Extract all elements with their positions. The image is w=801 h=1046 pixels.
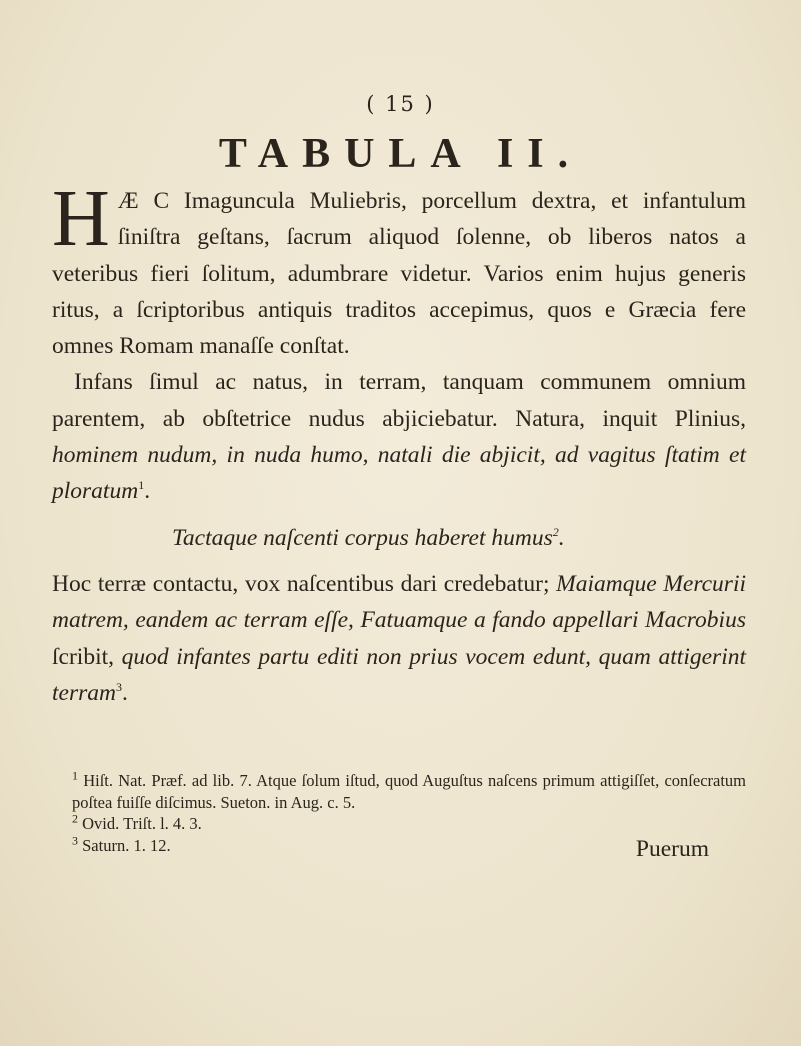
footnote-2 — [52, 813, 746, 835]
footnote-1-text: Hiſt. Nat. Præf. ad lib. 7. Atque ſolum iſtud, quod Auguſtus naſcens primum attigiſſet, conſecratum poſtea fuiſſe diſcimus. Sueton. in Aug. c. 5. — [72, 771, 747, 812]
paragraph-3-text-c: ſcribit, — [52, 643, 122, 670]
footnote-ref-3: 3 — [115, 680, 122, 695]
drop-cap: H — [52, 175, 110, 263]
paragraph-2-text: Infans ſimul ac natus, in terram, tanquam communem omnium parentem, ab obſtetrice nudus abjiciebatur. Natura, inquit Plinius, — [52, 369, 746, 432]
footnote-3-number: 3 — [72, 833, 78, 847]
plate-title: TABULA II. — [218, 131, 583, 177]
paragraph-1-text: Æ C Imaguncula Muliebris, porcellum dextra, et infantulum ſiniſtra geſtans, ſacrum aliquod ſolenne, ob liberos natos a veteribus fieri ſolitum, adumbrare videtur. Varios enim hujus generis ritus, a ſcriptoribus antiquis traditos accepimus, quos e Græcia fere omnes Romam manaſſe conſtat. — [52, 188, 746, 360]
verse-text: Tactaque naſcenti corpus haberet humus — [172, 524, 553, 551]
footnote-ref-2: 2 — [552, 524, 559, 539]
paragraph-2-end: . — [144, 478, 151, 505]
verse-quotation — [52, 520, 746, 556]
footnote-3-text: Saturn. 1. 12. — [82, 835, 171, 855]
footnote-2-text: Ovid. Triſt. l. 4. 3. — [82, 814, 202, 833]
page-number: ( 15 ) — [366, 92, 435, 116]
macrobius-quotation: quod infantes partu editi non prius vocem edunt, quam attigerint terram — [52, 643, 746, 706]
paragraph-2 — [52, 364, 746, 509]
macrobius-name: Macrobius — [645, 607, 746, 634]
footnote-ref-1: 1 — [138, 478, 145, 493]
footnote-1 — [52, 770, 746, 813]
footnote-1-number: 1 — [72, 768, 78, 783]
paragraph-3 — [52, 566, 746, 711]
body-text — [52, 175, 747, 711]
footnote-2-number: 2 — [72, 811, 78, 826]
pliny-quotation: hominem nudum, in nuda humo, natali die abjicit, ad vagitus ſtatim et ploratum — [52, 442, 746, 505]
paragraph-3-text-a: Hoc terræ contactu, vox naſcentibus dari credebatur; — [52, 570, 557, 597]
paragraph-3-end: . — [121, 679, 128, 706]
paragraph-1 — [52, 175, 746, 364]
maia-phrase: Maiamque Mercurii matrem, eandem ac terram eſſe, Fatuamque a fando appellari — [52, 570, 747, 634]
verse-end: . — [558, 524, 565, 551]
catchword: Puerum — [635, 836, 709, 862]
